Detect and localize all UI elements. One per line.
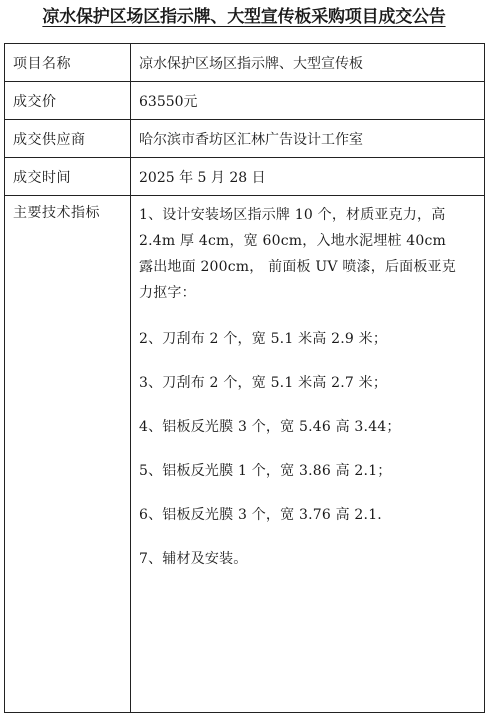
table-row-project-name — [5, 44, 485, 82]
price-label: 成交价 — [5, 82, 131, 120]
date-value: 2025 年 5 月 28 日 — [131, 158, 485, 196]
tech-item-4: 4、铝板反光膜 3 个，宽 5.46 高 3.44； — [139, 419, 401, 435]
table-row-price — [5, 82, 485, 120]
tech-item-3: 3、刀刮布 2 个，宽 5.1 米高 2.7 米； — [139, 375, 388, 391]
page-title: 凉水保护区场区指示牌、大型宣传板采购项目成交公告 — [42, 7, 446, 27]
project-name-value: 凉水保护区场区指示牌、大型宣传板 — [131, 44, 485, 82]
table-row-supplier — [5, 120, 485, 158]
tech-item-2: 2、刀刮布 2 个，宽 5.1 米高 2.9 米； — [139, 331, 388, 347]
announcement-table — [4, 43, 485, 713]
tech-item-7: 7、辅材及安装。 — [139, 551, 248, 567]
tech-item-1-line-2: 2.4m 厚 4cm，宽 60cm，入地水泥埋桩 40cm — [139, 233, 447, 249]
price-value: 63550元 — [131, 82, 485, 120]
tech-specs-content — [131, 196, 485, 713]
tech-item-6: 6、铝板反光膜 3 个，宽 3.76 高 2.1. — [139, 507, 382, 523]
tech-item-1-line-1: 1、设计安装场区指示牌 10 个，材质亚克力，高 — [139, 207, 446, 223]
tech-item-1-line-3: 露出地面 200cm， 前面板 UV 喷漆，后面板亚克 — [139, 259, 456, 275]
tech-item-5: 5、铝板反光膜 1 个，宽 3.86 高 2.1； — [139, 463, 392, 479]
table-row-date — [5, 158, 485, 196]
supplier-value: 哈尔滨市香坊区汇林广告设计工作室 — [131, 120, 485, 158]
tech-item-1-line-4: 力抠字： — [139, 285, 196, 301]
project-name-label: 项目名称 — [5, 44, 131, 82]
supplier-label: 成交供应商 — [5, 120, 131, 158]
date-label: 成交时间 — [5, 158, 131, 196]
tech-specs-label: 主要技术指标 — [5, 196, 131, 713]
table-row-tech-specs — [5, 196, 485, 713]
